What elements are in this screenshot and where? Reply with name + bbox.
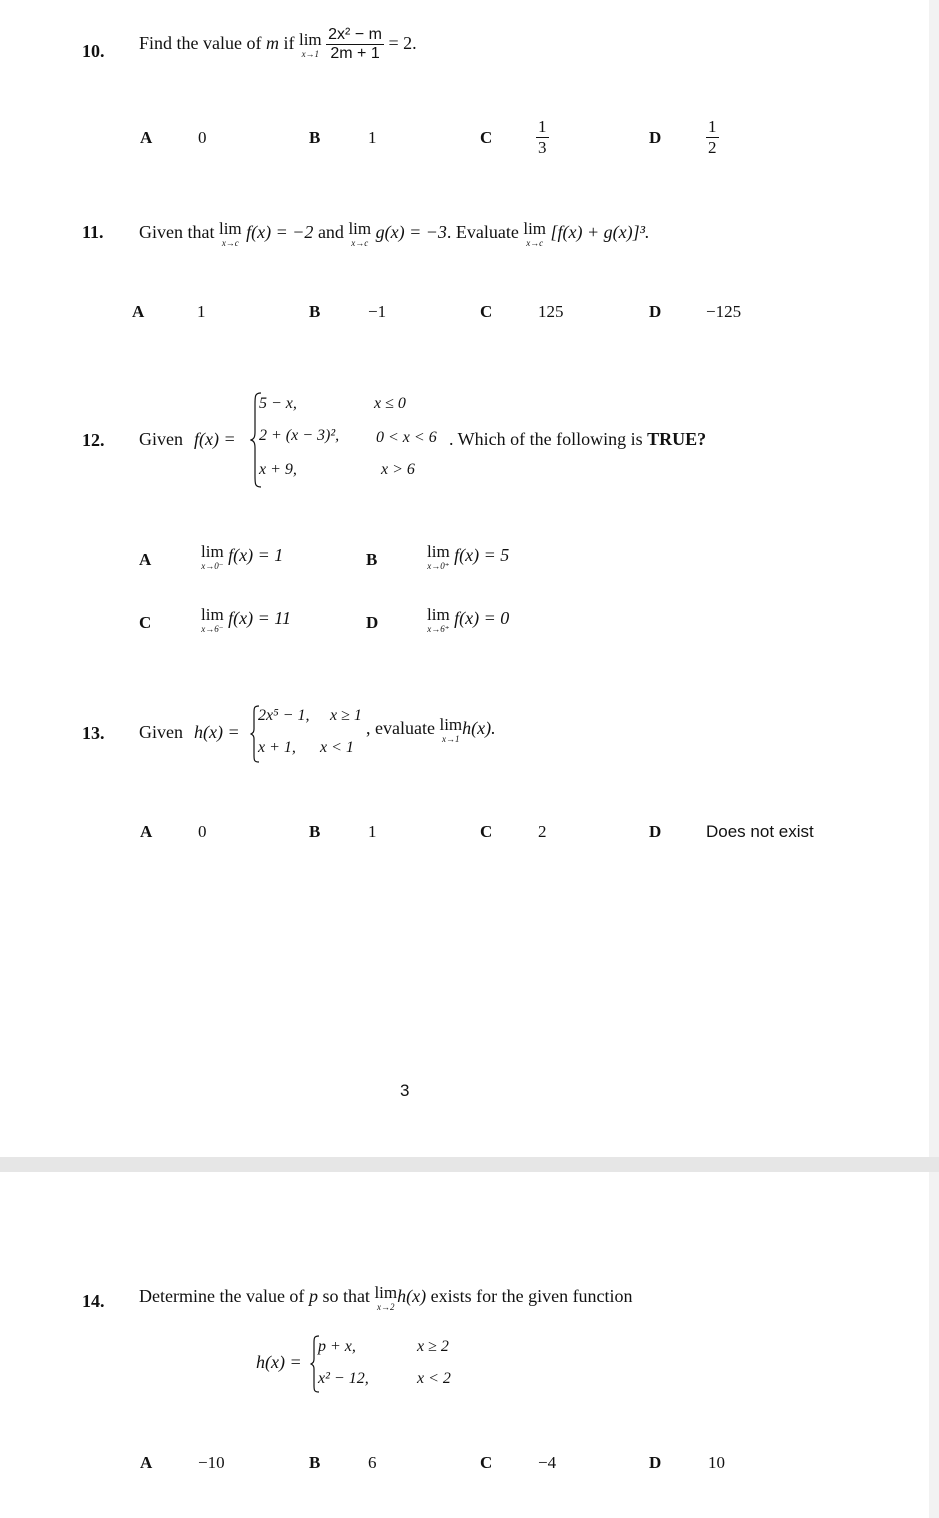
limit-operator: lim x→1 — [298, 29, 322, 59]
variable-p: p — [308, 1286, 318, 1307]
option-value: 125 — [538, 302, 564, 321]
option-value: 1 — [368, 128, 377, 147]
piece-expression: x + 9, — [259, 461, 297, 478]
piece-expression: 2 + (x − 3)², — [259, 427, 340, 444]
piece-expression: p + x, — [318, 1338, 356, 1355]
page-separator — [0, 1157, 939, 1172]
piece-expression: 2x⁵ − 1, — [258, 707, 310, 724]
prompt-text: so that — [322, 1286, 370, 1307]
option-label: C — [139, 613, 152, 632]
limit-operator: lim x→2 — [374, 1283, 398, 1312]
piece-condition: x < 2 — [417, 1370, 451, 1387]
option-label: B — [309, 128, 321, 147]
option-value: 0 — [198, 822, 207, 841]
piece-condition: x ≥ 2 — [417, 1338, 449, 1355]
prompt-text: = 2. — [388, 33, 417, 54]
option-label: A — [140, 1453, 153, 1472]
option-value: 1 — [197, 302, 206, 321]
question-prompt — [139, 26, 417, 64]
piece-condition: x < 1 — [320, 739, 354, 756]
prompt-text: Find the value of — [139, 33, 262, 54]
option-label: A — [139, 550, 152, 569]
prompt-text: . Evaluate — [446, 222, 519, 243]
limit-expression: g(x) = −3 — [375, 222, 447, 243]
option-label: A — [140, 822, 153, 841]
piece-expression: x + 1, — [258, 739, 296, 756]
option-label: C — [480, 1453, 493, 1472]
option-label: B — [366, 550, 378, 569]
prompt-text: Determine the value of — [139, 1286, 305, 1307]
prompt-text: Given — [139, 429, 183, 449]
page-number: 3 — [400, 1081, 410, 1100]
limit-expression: h(x) — [397, 1286, 427, 1307]
question-number: 13. — [82, 723, 105, 743]
option-value: lim x→0⁻ f(x) = 1 — [201, 542, 284, 571]
question-number: 12. — [82, 430, 105, 450]
prompt-text: . Which of the following is TRUE? — [449, 429, 707, 449]
piece-condition: x > 6 — [381, 461, 415, 478]
function-name: h(x) = — [256, 1352, 302, 1372]
function-name: f(x) = — [194, 429, 236, 449]
option-value: −10 — [198, 1453, 225, 1472]
option-value: lim x→6⁻ f(x) = 11 — [201, 605, 291, 634]
option-value: −125 — [706, 302, 742, 321]
question-number: 11. — [82, 222, 104, 242]
limit-fraction: $\frac{\text{2x² − m}}{2m + 1}$ — [328, 26, 382, 63]
prompt-text: if — [283, 33, 295, 54]
question-prompt — [139, 1284, 633, 1312]
option-value: 1 — [368, 822, 377, 841]
option-value: 2 — [538, 822, 547, 841]
option-fraction: $\frac{1}{2}$ — [708, 117, 717, 157]
option-value: lim x→0⁺ f(x) = 5 — [427, 542, 510, 571]
option-label: B — [309, 822, 321, 841]
option-label: D — [649, 822, 662, 841]
option-value: 6 — [368, 1453, 377, 1472]
option-label: B — [309, 302, 321, 321]
function-name: h(x) = — [194, 722, 240, 742]
question-prompt — [139, 220, 650, 248]
option-fraction: $\frac{1}{3}$ — [538, 117, 547, 157]
limit-expression: [f(x) + g(x)]³. — [550, 222, 650, 243]
prompt-text: Given — [139, 722, 183, 742]
limit-operator: lim x→c — [218, 219, 242, 248]
option-value: −4 — [538, 1453, 557, 1472]
option-label: D — [649, 128, 662, 147]
question-number: 10. — [82, 41, 105, 61]
option-label: D — [649, 1453, 662, 1472]
option-label: C — [480, 822, 493, 841]
piece-expression: x² − 12, — [318, 1370, 369, 1387]
question-number: 14. — [82, 1291, 105, 1311]
prompt-text: Given that — [139, 222, 215, 243]
option-value: lim x→6⁺ f(x) = 0 — [427, 605, 510, 634]
piece-condition: x ≥ 1 — [330, 707, 362, 724]
option-label: D — [649, 302, 662, 321]
piece-condition: 0 < x < 6 — [376, 429, 437, 446]
option-value: Does not exist — [706, 822, 814, 841]
piece-expression: 5 − x, — [259, 395, 297, 412]
option-value: 10 — [708, 1453, 725, 1472]
option-label: C — [480, 128, 493, 147]
prompt-text: exists for the given function — [430, 1286, 633, 1307]
limit-operator: lim x→c — [523, 219, 547, 248]
limit-expression: f(x) = −2 — [246, 222, 314, 243]
option-label: C — [480, 302, 493, 321]
option-label: B — [309, 1453, 321, 1472]
option-value: −1 — [368, 302, 387, 321]
variable-m: m — [265, 33, 279, 54]
prompt-text: , evaluate lim x→1 h(x). — [366, 715, 496, 744]
option-label: D — [366, 613, 379, 632]
prompt-text: and — [317, 222, 344, 243]
option-value: 0 — [198, 128, 207, 147]
option-label: A — [140, 128, 153, 147]
piece-condition: x ≤ 0 — [374, 395, 406, 412]
option-label: A — [132, 302, 145, 321]
limit-operator: lim x→c — [348, 219, 372, 248]
page-4 — [0, 1172, 929, 1518]
